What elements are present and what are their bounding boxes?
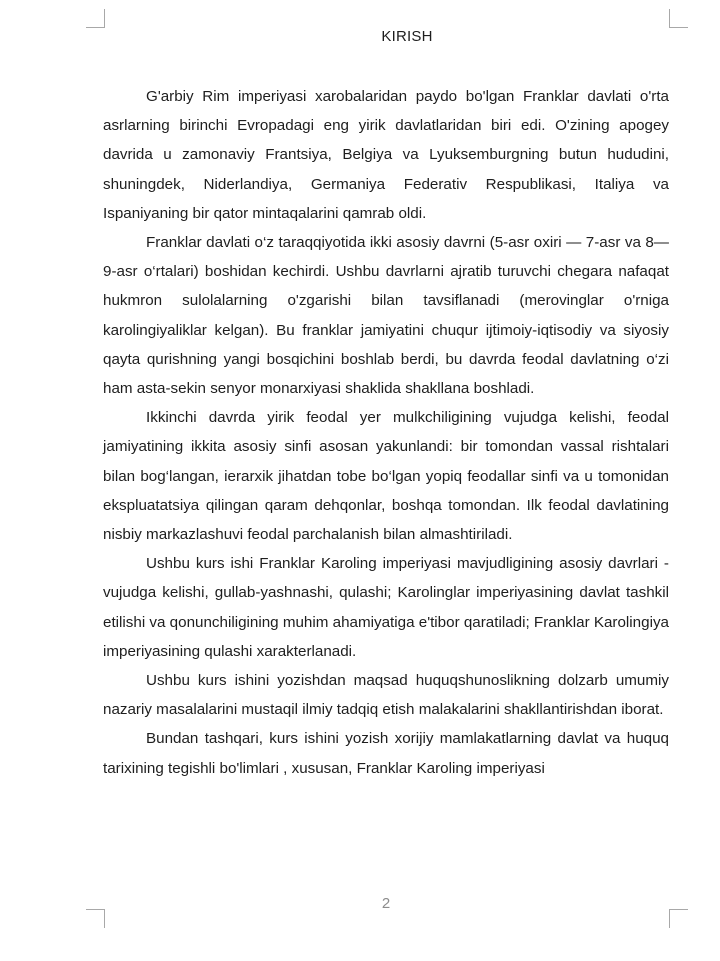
document-body (103, 82, 669, 783)
paragraph: Bundan tashqari, kurs ishini yozish xorijiy mamlakatlarning davlat va huquq tarixining tegishli bo'limlari , xususan, Franklar Karoling imperiyasi (103, 730, 669, 777)
margin-corner-top-left (86, 9, 105, 28)
paragraph: G'arbiy Rim imperiyasi xarobalaridan paydo bo'lgan Franklar davlati o'rta asrlarning birinchi Evropadagi eng yirik davlatlaridan biri edi. O'zining apogey davrida u zamonaviy Frantsiya, Belgiya va Lyuksemburgning butun hududini, shuningdek, Niderlandiya, Germaniya Federativ Respublikasi, Italiya va Ispaniyaning bir qator mintaqalarini qamrab oldi. (103, 88, 669, 222)
paragraph: Ushbu kurs ishi Franklar Karoling imperiyasi mavjudligining asosiy davrlari - vujudga kelishi, gullab-yashnashi, qulashi; Karolinglar imperiyasining davlat tashkil etilishi va qonunchiligining muhim ahamiyatiga e'tibor qaratiladi; Franklar Karolingiya imperiyasining qulashi xarakterlanadi. (103, 555, 669, 660)
paragraph: Ikkinchi davrda yirik feodal yer mulkchiligining vujudga kelishi, feodal jamiyatining ikkita asosiy sinfi asosan yakunlandi: bir tomondan vassal rishtalari bilan bog‘langan, ierarxik jihatdan tobe bo‘lgan yopiq feodallar sinfi va u tomonidan ekspluatatsiya qilingan qaram dehqonlar, boshqa tomondan. Ilk feodal davlatining nisbiy markazlashuvi feodal parchalanish bilan almashtiriladi. (103, 409, 669, 544)
paragraph: Franklar davlati o‘z taraqqiyotida ikki asosiy davrni (5-asr oxiri — 7-asr va 8—9-asr o‘rtalari) boshidan kechirdi. Ushbu davrlarni ajratib turuvchi chegara nafaqat hukmron sulolalarning o'zgarishi bilan tavsiflanadi (merovinglar o'rniga karolingiyaliklar kelgan). Bu franklar jamiyatini chuqur ijtimoiy-iqtisodiy va siyosiy qayta qurishning yangi bosqichini boshlab berdi, bu davrda feodal davlatning o‘zi ham asta-sekin senyor monarxiyasi shaklida shakllana boshladi. (103, 234, 669, 398)
margin-corner-top-right (669, 9, 688, 28)
page-title: KIRISH (381, 28, 433, 45)
paragraph: Ushbu kurs ishini yozishdan maqsad huquqshunoslikning dolzarb umumiy nazariy masalalarini mustaqil ilmiy tadqiq etish malakalarini shakllantirishdan iborat. (103, 672, 669, 719)
page-number: 2 (381, 895, 391, 912)
